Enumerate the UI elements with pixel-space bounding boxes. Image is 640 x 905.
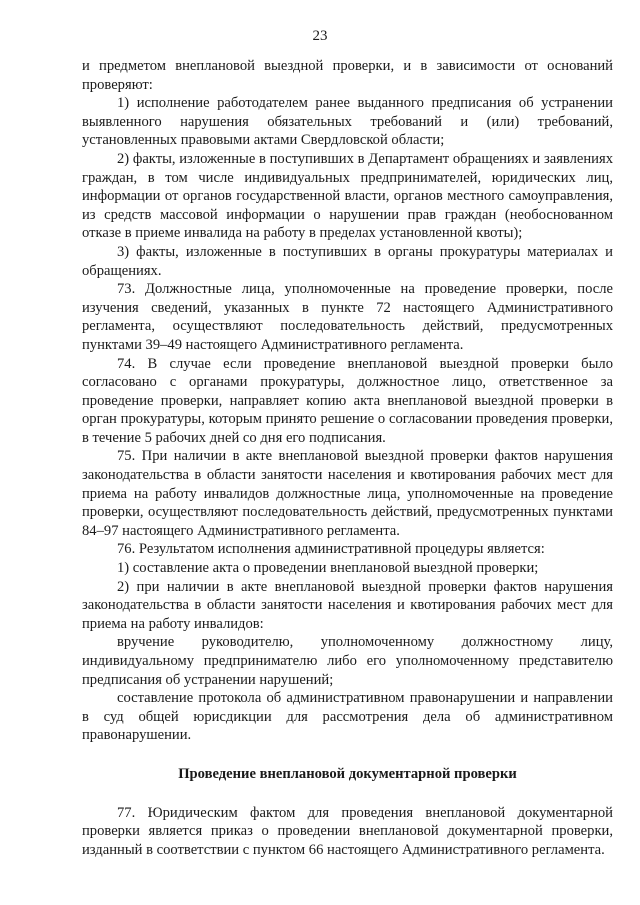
paragraph-73: 73. Должностные лица, уполномоченные на проведение проверки, после изучения сведений, указанных в пункте 72 настоящего Административного регламента, осуществляют последовательность действий, предусмотренных пунктами 39–49 настоящего Административного регламента. bbox=[82, 281, 613, 353]
paragraph-delivery: вручение руководителю, уполномоченному должностному лицу, индивидуальному предпринимателю либо его уполномоченному представителю предписания об устранении нарушений; bbox=[82, 634, 613, 688]
paragraph-protocol: составление протокола об административном правонарушении и направлении в суд общей юрисдикции для рассмотрения дела об административном правонарушении. bbox=[82, 690, 613, 744]
document-body bbox=[82, 57, 613, 859]
paragraph-item-3: 3) факты, изложенные в поступивших в органы прокуратуры материалах и обращениях. bbox=[82, 243, 613, 279]
paragraph-77: 77. Юридическим фактом для проведения внеплановой документарной проверки является приказ о проведении внеплановой документарной проверки, изданный в соответствии с пунктом 66 настоящего Административного регламента. bbox=[82, 804, 613, 858]
page-number: 23 bbox=[312, 28, 328, 44]
paragraph-item-2: 2) факты, изложенные в поступивших в Департамент обращениях и заявлениях граждан, в том числе индивидуальных предпринимателей, юридических лиц, информации от органов государственной власти, органов местного самоуправления, из средств массовой информации о нарушении прав граждан (необоснованном отказе в приеме инвалида на работу в пределах установленной квоты); bbox=[82, 150, 613, 242]
paragraph-76: 76. Результатом исполнения административной процедуры является: bbox=[117, 541, 545, 558]
paragraph-74: 74. В случае если проведение внеплановой выездной проверки было согласовано с органами прокуратуры, должностное лицо, ответственное за проведение проверки, направляет копию акта внеплановой выездной проверки в орган прокуратуры, которым принято решение о согласовании проведения проверки, в течение 5 рабочих дней со дня его подписания. bbox=[82, 355, 613, 446]
paragraph-continuation: и предметом внеплановой выездной проверки, и в зависимости от оснований проверяют: bbox=[82, 58, 613, 93]
paragraph-item-1: 1) исполнение работодателем ранее выданного предписания об устранении выявленного нарушения обязательных требований и (или) требований, установленных правовыми актами Свердловской области; bbox=[82, 95, 613, 149]
paragraph-76-item-2: 2) при наличии в акте внеплановой выездной проверки фактов нарушения законодательства в области занятости населения и квотирования рабочих мест для приема на работу инвалидов: bbox=[82, 578, 613, 632]
section-heading: Проведение внеплановой документарной проверки bbox=[178, 765, 517, 782]
paragraph-75: 75. При наличии в акте внеплановой выездной проверки фактов нарушения законодательства в области занятости населения и квотирования рабочих мест для приема на работу инвалидов должностные лица, уполномоченные на проведение проверки, осуществляют последовательность действий, предусмотренных пунктами 84–97 настоящего Административного регламента. bbox=[82, 448, 613, 539]
paragraph-76-item-1: 1) составление акта о проведении внеплановой выездной проверки; bbox=[117, 560, 539, 577]
